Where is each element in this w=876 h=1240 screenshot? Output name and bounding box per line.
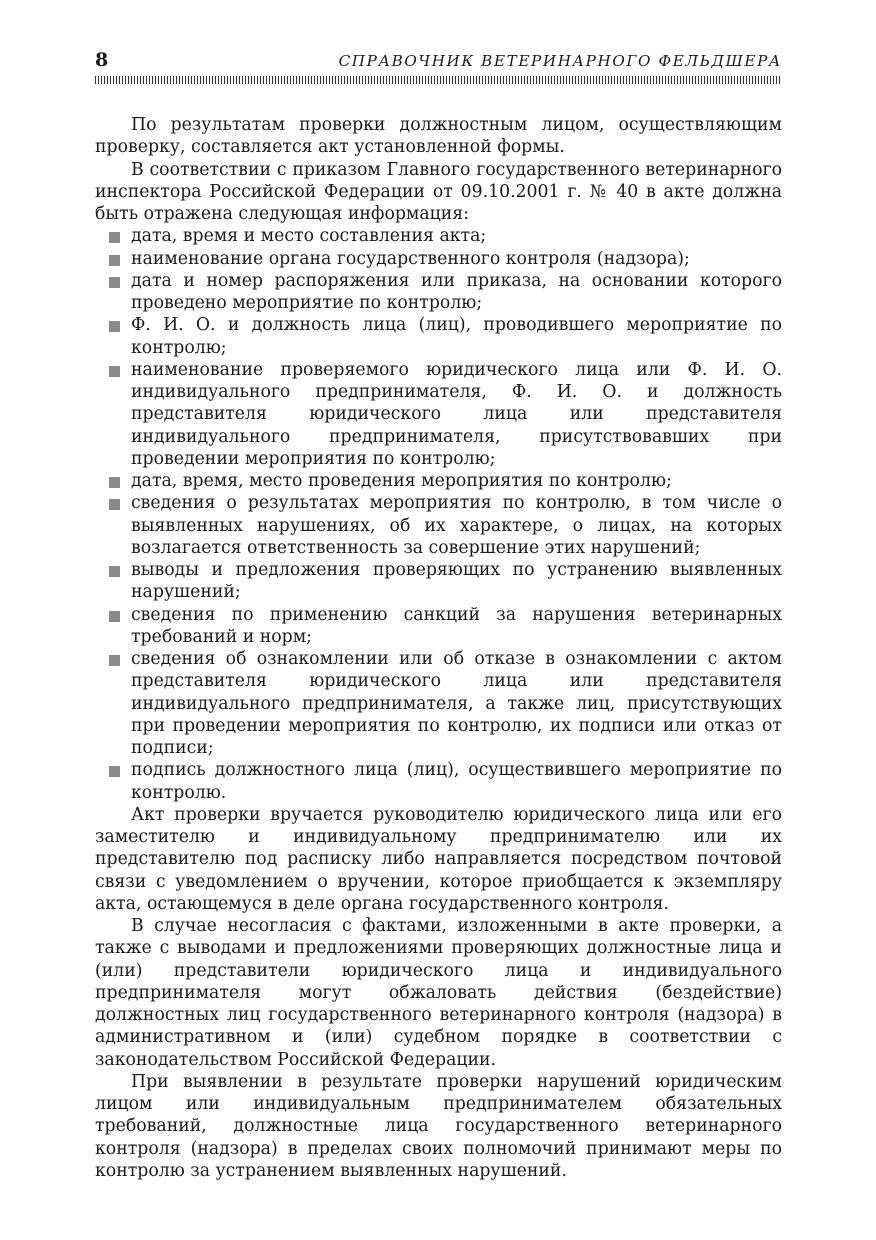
paragraph: По результатам проверки должностным лицом, осуществляющим проверку, составляется акт установленной формы. [95, 115, 782, 158]
list-item [95, 648, 782, 759]
running-title: СПРАВОЧНИК ВЕТЕРИНАРНОГО ФЕЛЬДШЕРА [338, 52, 782, 70]
square-bullet-icon [109, 655, 120, 666]
list-item-text: сведения об ознакомлении или об отказе в ознакомлении с актом представителя юридического лица или представителя индивидуального предпринимателя, а также лиц, присутствующих при проведении мероприятия по контролю, их подписи или отказ от подписи; [131, 649, 782, 758]
square-bullet-icon [109, 321, 120, 332]
list-item [95, 559, 782, 604]
paragraph: В случае несогласия с фактами, изложенными в акте проверки, а также с выводами и предложениями проверяющих должностные лица и (или) представители юридического лица и индивидуального предпринимателя могут обжаловать действия (бездействие) должностных лиц государственного ветеринарного контроля (надзора) в административном и (или) судебном порядке в соответствии с законодательством Российской Федерации. [95, 916, 782, 1070]
paragraph: Акт проверки вручается руководителю юридического лица или его заместителю и индивидуальному предпринимателю или их представителю под расписку либо направляется посредством почтовой связи с уведомлением о вручении, которое приобщается к экземпляру акта, остающемуся в деле органа государственного контроля. [95, 804, 782, 914]
square-bullet-icon [109, 499, 120, 510]
square-bullet-icon [109, 277, 120, 288]
list-item [95, 470, 782, 492]
square-bullet-icon [109, 232, 120, 243]
list-item-text: дата, время и место составления акта; [131, 226, 487, 247]
list-item-text: наименование проверяемого юридического лица или Ф. И. О. индивидуального предпринимателя, Ф. И. О. и должность представителя юридического лица или представителя индивидуального предпринимателя, присутствовавших при проведении мероприятия по контролю; [131, 359, 782, 469]
list-item [95, 759, 782, 804]
square-bullet-icon [109, 766, 120, 777]
list-item-text: сведения по применению санкций за нарушения ветеринарных требований и норм; [131, 604, 782, 647]
list-item-text: выводы и предложения проверяющих по устранению выявленных нарушений; [131, 560, 782, 603]
list-item-text: сведения о результатах мероприятия по контролю, в том числе о выявленных нарушениях, об их характере, о лицах, на которых возлагается ответственность за совершение этих нарушений; [131, 493, 782, 558]
paragraph: При выявлении в результате проверки нарушений юридическим лицом или индивидуальным предпринимателем обязательных требований, должностные лица государственного ветеринарного контроля (надзора) в пределах своих полномочий принимают меры по контролю за устранением выявленных нарушений. [95, 1071, 782, 1181]
square-bullet-icon [109, 477, 120, 488]
list-item-text: дата и номер распоряжения или приказа, на основании которого проведено мероприятие по контролю; [131, 270, 782, 313]
list-item [95, 359, 782, 470]
square-bullet-icon [109, 255, 120, 266]
list-item-text: подпись должностного лица (лиц), осуществившего мероприятие по контролю. [131, 760, 782, 803]
list-item [95, 248, 782, 270]
page-number: 8 [95, 49, 109, 71]
paragraph: В соответствии с приказом Главного государственного ветеринарного инспектора Российской Федерации от 09.10.2001 г. № 40 в акте должна быть отражена следующая информация: [95, 159, 782, 224]
square-bullet-icon [109, 366, 120, 377]
list-item-text: наименование органа государственного контроля (надзора); [131, 248, 690, 269]
list-item [95, 604, 782, 649]
list-item-text: Ф. И. О. и должность лица (лиц), проводившего мероприятие по контролю; [131, 315, 782, 358]
info-list [95, 225, 782, 804]
square-bullet-icon [109, 611, 120, 622]
square-bullet-icon [109, 566, 120, 577]
list-item [95, 314, 782, 359]
header-rule [95, 76, 782, 84]
list-item [95, 492, 782, 559]
list-item [95, 225, 782, 247]
page-header [95, 48, 782, 88]
list-item [95, 270, 782, 315]
body-text [95, 114, 782, 1182]
list-item-text: дата, время, место проведения мероприятия по контролю; [131, 471, 672, 491]
